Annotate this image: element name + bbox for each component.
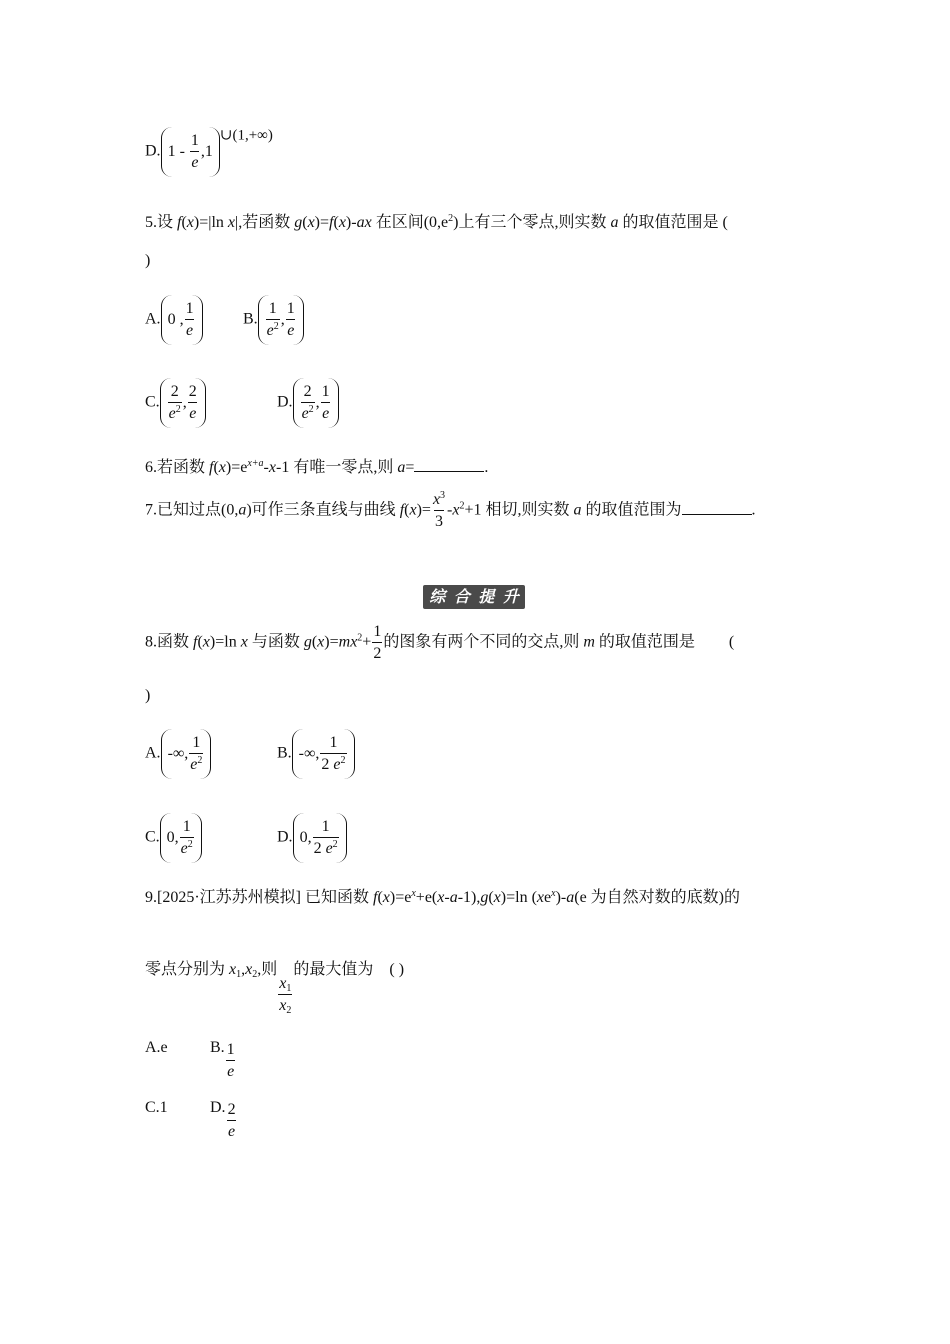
fraction: $\frac{1}{e}$ [190,132,199,171]
paren-group: 1 - $\frac{1}{e}$ , 1 [161,127,220,177]
q5-option-a: A. 0 , $\frac{1}{e}$ [145,295,203,345]
q8-stem-end: ) [145,687,151,704]
q8-option-d: D. 0, $\frac{1}{2 e^2}$ [277,813,347,863]
q5-option-b: B. $\frac{1}{e^2}$ , $\frac{1}{e}$ [243,295,304,345]
badge-char: 综 [429,587,446,606]
q9-option-a: A.e [145,1039,168,1056]
q8-option-b: B. -∞, $\frac{1}{2 e^2}$ [277,729,355,779]
section-badge [423,585,525,609]
badge-char: 升 [502,587,519,606]
q5-option-d: D. $\frac{2}{e^2}$ , $\frac{1}{e}$ [277,378,339,428]
q9-option-d: D. $\frac{2}{e}$ [210,1099,236,1140]
answer-blank[interactable] [414,457,484,472]
badge-char: 合 [453,587,470,606]
q9-option-b: B. $\frac{1}{e}$ [210,1039,235,1080]
q4-option-d: D. 1 - $\frac{1}{e}$ , 1 $^{\cup(1,+\infty)}$ [145,127,273,177]
answer-blank[interactable] [682,500,752,515]
q9-stem-line2: 零点分别为 $x_1,x_2$,则 $\frac{x_1}{x_2}$ 的最大值为 ( ) [145,961,405,1016]
q5-stem-end: ) [145,252,151,269]
q5-option-c: C. $\frac{2}{e^2}$ , $\frac{2}{e}$ [145,378,206,428]
q5-stem: 5.设 f(x)=|ln x|,若函数 g(x)=f(x)-ax 在区间$(0,e^2)$上有三个零点,则实数 a 的取值范围是 ( [145,213,728,231]
badge-char: 提 [478,587,495,606]
q6-stem: 6.若函数 $f(x)=e^{x+a}-x-1$ 有唯一零点,则 a= . [145,458,489,476]
q7-stem: 7.已知过点(0,a)可作三条直线与曲线 f(x)= $\frac{x^3}{3}$ $-x^2+1$ 相切,则实数 a 的取值范围为 . [145,490,756,530]
q9-stem: 9.[2025·江苏苏州模拟] 已知函数 $f(x)=e^x+e(x-a-1),g(x)=\ln$ $(xe^x)-a(e$ 为自然对数的底数)的 [145,888,740,906]
q8-option-c: C. 0, $\frac{1}{e^2}$ [145,813,202,863]
q9-option-c: C.1 [145,1099,168,1116]
q8-option-a: A. -∞, $\frac{1}{e^2}$ [145,729,211,779]
q8-stem: 8.函数 f(x)=ln x 与函数 $g(x)=mx^2+$ $\frac{1}{2}$ 的图象有两个不同的交点,则 m 的取值范围是 ( [145,623,735,662]
